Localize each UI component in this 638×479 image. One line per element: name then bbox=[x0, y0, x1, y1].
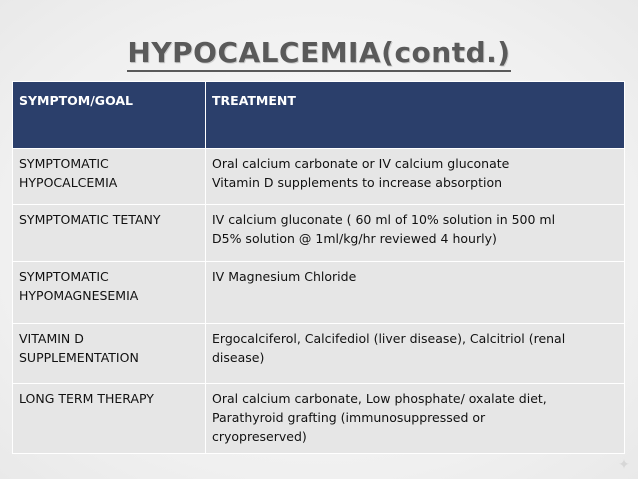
treatment-line: Oral calcium carbonate, Low phosphate/ oxalate diet, bbox=[212, 391, 547, 406]
treatment-line: Parathyroid grafting (immunosuppressed or bbox=[212, 410, 486, 425]
goal-line: SYMPTOMATIC bbox=[19, 156, 109, 171]
column-header-symptom-goal: SYMPTOM/GOAL bbox=[13, 82, 206, 149]
treatment-line: Ergocalciferol, Calcifediol (liver disease), Calcitriol (renal bbox=[212, 331, 566, 346]
goal-line: VITAMIN D bbox=[19, 331, 84, 346]
table-row bbox=[13, 149, 625, 205]
goal-line: LONG TERM THERAPY bbox=[19, 391, 154, 406]
goal-line: HYPOMAGNESEMIA bbox=[19, 288, 139, 303]
treatment-line: Oral calcium carbonate or IV calcium gluconate bbox=[212, 156, 510, 171]
goal-cell bbox=[13, 205, 206, 262]
table-row bbox=[13, 384, 625, 454]
treatment-line: cryopreserved) bbox=[212, 429, 307, 444]
treatment-cell bbox=[206, 384, 625, 454]
goal-line: SYMPTOMATIC bbox=[19, 269, 109, 284]
treatment-line: IV calcium gluconate ( 60 ml of 10% solution in 500 ml bbox=[212, 212, 556, 227]
column-header-treatment: TREATMENT bbox=[206, 82, 625, 149]
goal-line: SYMPTOMATIC TETANY bbox=[19, 212, 161, 227]
title-text: HYPOCALCEMIA(contd.) bbox=[127, 36, 510, 72]
header-row bbox=[13, 82, 625, 149]
treatment-line: Vitamin D supplements to increase absorption bbox=[212, 175, 503, 190]
goal-cell bbox=[13, 324, 206, 384]
treatment-line: disease) bbox=[212, 350, 265, 365]
treatment-cell bbox=[206, 324, 625, 384]
treatment-cell bbox=[206, 262, 625, 324]
treatment-line: IV Magnesium Chloride bbox=[212, 269, 357, 284]
treatment-line: D5% solution @ 1ml/kg/hr reviewed 4 hourly) bbox=[212, 231, 497, 246]
table-row bbox=[13, 324, 625, 384]
goal-line: SUPPLEMENTATION bbox=[19, 350, 139, 365]
treatment-cell bbox=[206, 205, 625, 262]
goal-cell bbox=[13, 384, 206, 454]
treatment-table bbox=[12, 81, 625, 454]
table-row bbox=[13, 262, 625, 324]
page-title bbox=[0, 36, 638, 69]
goal-line: HYPOCALCEMIA bbox=[19, 175, 118, 190]
table-row bbox=[13, 205, 625, 262]
treatment-cell bbox=[206, 149, 625, 205]
slide-corner-icon: ✦ bbox=[618, 457, 630, 473]
goal-cell bbox=[13, 262, 206, 324]
goal-cell bbox=[13, 149, 206, 205]
